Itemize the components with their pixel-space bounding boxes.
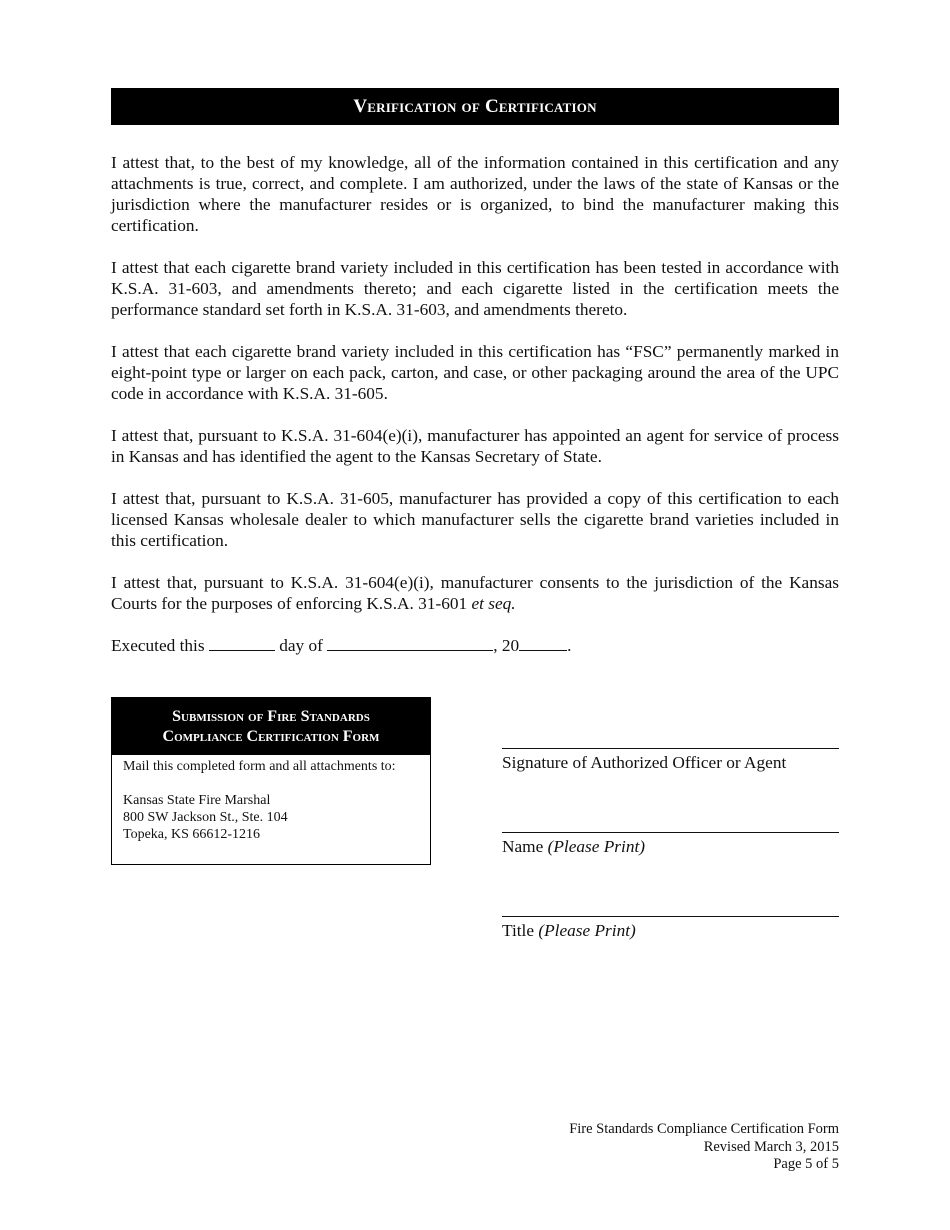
page-footer [569, 1121, 839, 1174]
mail-instructions: Mail this completed form and all attachments to: [123, 759, 396, 774]
signature-label: Signature of Authorized Officer or Agent [502, 753, 787, 772]
address-line-3: Topeka, KS 66612-1216 [123, 827, 261, 842]
paragraph-6-italic: et seq. [471, 594, 516, 613]
title-hint: (Please Print) [538, 921, 636, 940]
title-label-text: Title [502, 921, 539, 940]
day-blank-field[interactable] [209, 636, 275, 651]
title-line[interactable] [502, 916, 839, 917]
executed-prefix: Executed this [111, 636, 205, 655]
attestation-paragraph-5: I attest that, pursuant to K.S.A. 31-605, manufacturer has provided a copy of this certification to each licensed Kansas wholesale dealer to which manufacturer sells the cigarette brand varieties included in this certification. [111, 489, 839, 550]
name-hint: (Please Print) [547, 837, 646, 856]
month-blank-field[interactable] [327, 636, 493, 651]
attestation-paragraph-3: I attest that each cigarette brand variety included in this certification has “FSC” permanently marked in eight-point type or larger on each pack, carton, and case, or other packaging around the area of the UPC code in accordance with K.S.A. 31-605. [111, 342, 839, 403]
name-label-text: Name [502, 837, 548, 856]
name-line[interactable] [502, 832, 839, 833]
submission-header-line-2: Compliance Certification Form [162, 727, 380, 745]
paragraph-6-text: I attest that, pursuant to K.S.A. 31-604(e)(i), manufacturer consents to the jurisdiction of the Kansas Courts for the purposes of enforcing K.S.A. 31-601 [111, 573, 839, 613]
submission-header-line-1: Submission of Fire Standards [172, 707, 370, 725]
title-label [502, 920, 839, 941]
signature-block [502, 748, 839, 773]
page-title-text: Verification of Certification [353, 95, 597, 117]
address-line-2: 800 SW Jackson St., Ste. 104 [123, 810, 288, 825]
attestation-paragraph-6 [111, 572, 839, 614]
submission-box [111, 697, 431, 865]
day-of-label: day of [279, 636, 323, 655]
signature-line[interactable] [502, 748, 839, 749]
page-title [111, 88, 839, 125]
executed-date-line [111, 635, 572, 656]
executed-end: . [567, 636, 572, 655]
attestation-paragraph-1: I attest that, to the best of my knowledge, all of the information contained in this certification and any attachments is true, correct, and complete. I am authorized, under the laws of the state of Kansas or the jurisdiction where the manufacturer resides or is organized, to bind the manufacturer making this certification. [111, 153, 839, 235]
attestation-paragraph-2: I attest that each cigarette brand variety included in this certification has been tested in accordance with K.S.A. 31-603, and amendments thereto; and each cigarette listed in the certification meets the performance standard set forth in K.S.A. 31-603, and amendments thereto. [111, 258, 839, 319]
address-line-1: Kansas State Fire Marshal [123, 793, 271, 808]
submission-header [112, 698, 430, 755]
name-block [502, 832, 839, 857]
year-blank-field[interactable] [519, 636, 567, 651]
footer-page-number: Page 5 of 5 [773, 1156, 839, 1172]
footer-revision-date: Revised March 3, 2015 [703, 1138, 839, 1155]
title-block [502, 916, 839, 941]
year-prefix: , 20 [493, 636, 520, 655]
footer-form-name: Fire Standards Compliance Certification Form [569, 1121, 839, 1137]
submission-body [112, 755, 430, 843]
attestation-paragraph-4: I attest that, pursuant to K.S.A. 31-604(e)(i), manufacturer has appointed an agent for service of process in Kansas and has identified the agent to the Kansas Secretary of State. [111, 426, 839, 466]
name-label [502, 836, 839, 857]
